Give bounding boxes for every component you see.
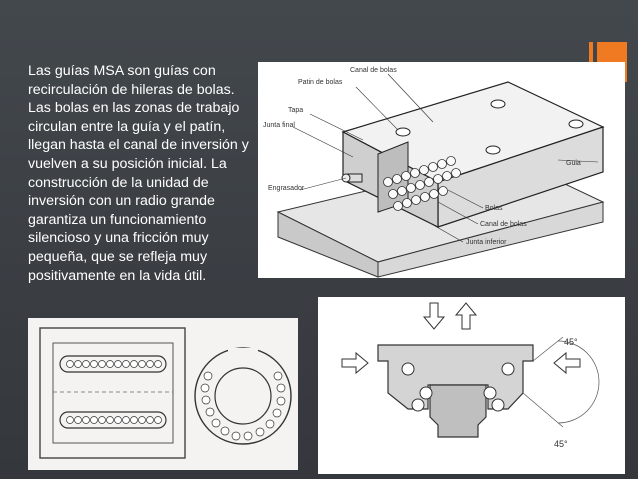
ball-recirculation-figure bbox=[28, 318, 298, 470]
label-junta-final: Junta final bbox=[263, 122, 295, 129]
arrow-up-icon bbox=[456, 303, 476, 329]
arrow-down-icon bbox=[424, 303, 444, 329]
linear-guide-drawing bbox=[258, 62, 625, 278]
load-direction-drawing bbox=[318, 297, 625, 474]
label-canal-bolas-bottom: Canal de bolas bbox=[480, 221, 527, 228]
label-junta-inferior: Junta inferior bbox=[466, 239, 507, 246]
arrow-right-icon bbox=[342, 353, 368, 373]
linear-guide-diagram bbox=[258, 62, 625, 278]
label-tapa: Tapa bbox=[288, 107, 304, 114]
load-direction-diagram bbox=[318, 297, 625, 474]
angle-label-top: 45° bbox=[564, 337, 578, 347]
label-canal-bolas-top: Canal de bolas bbox=[350, 67, 397, 74]
angle-label-bottom: 45° bbox=[554, 439, 568, 449]
arrow-left-icon bbox=[554, 353, 580, 373]
label-patin: Patin de bolas bbox=[298, 79, 343, 86]
label-engrasador: Engrasador bbox=[268, 185, 305, 192]
slide-body-text: Las guías MSA son guías con recirculación de hileras de bolas. Las bolas en las zonas de trabajo circulan entre la guía y el patín, llegan hasta el canal de inversión y vuelven a su posición inicial. La construcción de la unidad de inversión con un radio grande garantiza un funcionamiento silencioso y una fricción muy pequeña, que se refleja muy positivamente en la vida útil. bbox=[28, 63, 249, 284]
label-guia: Guia bbox=[566, 160, 581, 167]
label-bolas: Bolas bbox=[485, 205, 503, 212]
ball-recirculation-drawing bbox=[28, 318, 298, 470]
